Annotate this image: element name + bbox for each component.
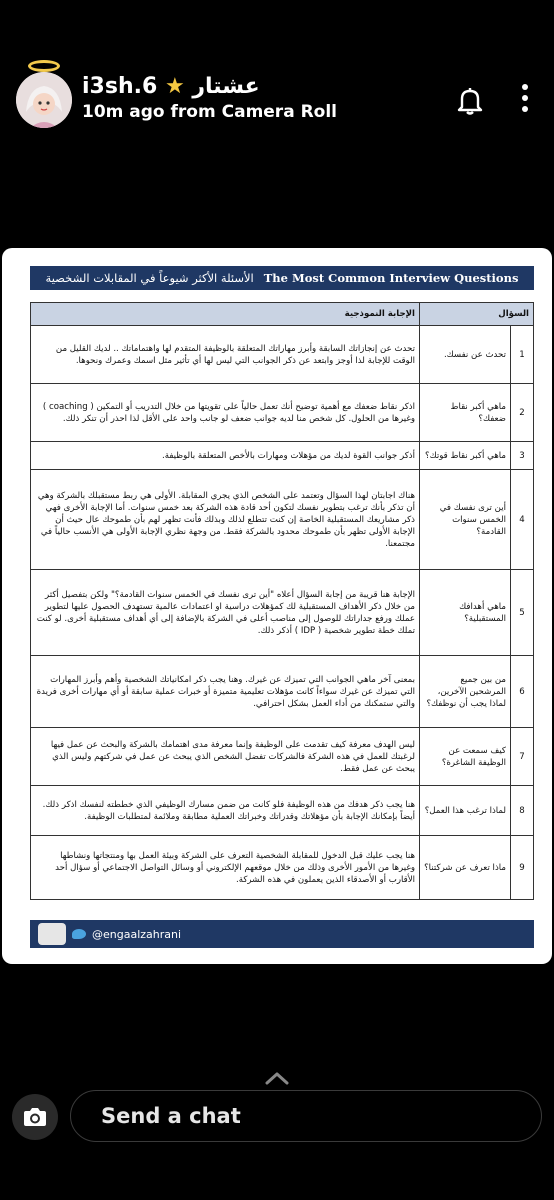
document-title bbox=[30, 266, 534, 290]
answer-cell: ليس الهدف معرفة كيف تقدمت على الوظيفة وإنما معرفة مدى اهتمامك بالشركة والبحث عن عمل فيها لرغبتك للعمل في هذه الشركة فالشركات تفضل الشخص الذي يبحث عن عمل في شركتهم وليس الذي يبحث عن عمل فقط. bbox=[31, 728, 420, 786]
question-cell: أين ترى نفسك في الخمس سنوات القادمة؟ bbox=[420, 470, 511, 570]
row-number: 5 bbox=[511, 570, 534, 656]
story-header bbox=[0, 0, 554, 150]
table-row bbox=[31, 326, 534, 384]
table-row bbox=[31, 570, 534, 656]
table-row bbox=[31, 786, 534, 836]
camera-button[interactable] bbox=[12, 1094, 58, 1140]
row-number: 6 bbox=[511, 656, 534, 728]
more-icon[interactable] bbox=[520, 84, 530, 117]
questions-table bbox=[30, 302, 534, 900]
table-row bbox=[31, 470, 534, 570]
camera-icon bbox=[22, 1106, 48, 1128]
halo-icon bbox=[28, 60, 60, 72]
send-chat-input[interactable]: Send a chat bbox=[70, 1090, 542, 1142]
question-cell: تحدث عن نفسك. bbox=[420, 326, 511, 384]
footer-handle: @engaalzahrani bbox=[92, 927, 182, 941]
snap-image bbox=[2, 248, 552, 964]
username: i3sh.6 bbox=[82, 74, 158, 99]
question-cell: ماهي أكبر نقاط قوتك؟ bbox=[420, 442, 511, 470]
answer-cell: بمعنى آخر ماهي الجوانب التي تميزك عن غيرك. وهنا يجب ذكر امكانياتك الشخصية وأهم وأبرز المهارات التي تميزك عن غيرك سواءاً كانت مؤهلات تعليمية متميزة أو خبرات عملية سابقة أو أي مهارات أخرى فريدة والتي ستمكنك من أداء العمل بشكل احترافي. bbox=[31, 656, 420, 728]
row-number: 1 bbox=[511, 326, 534, 384]
question-cell: كيف سمعت عن الوظيفة الشاغرة؟ bbox=[420, 728, 511, 786]
answer-cell: أذكر جوانب القوة لديك من مؤهلات ومهارات بالأخص المتعلقة بالوظيفة. bbox=[31, 442, 420, 470]
answer-header: الإجابة النموذجية bbox=[31, 303, 420, 326]
table-row bbox=[31, 836, 534, 900]
avatar[interactable] bbox=[16, 72, 72, 128]
row-number: 2 bbox=[511, 384, 534, 442]
answer-cell: هناك اجابتان لهذا السؤال وتعتمد على الشخص الذي يجري المقابلة. الأولى هي ربط مستقبلك بالشركة وهي أن تذكر بأنك ترغب بتطوير نفسك لتكون أحد قادة هذه الشركة بعد خمس سنوات. أما الإجابة الأخرى فهي ذكر مشاريعك المستقبلية الخاصة إن كنت تتطلع لذلك وبذلك فأنت تظهر لهم بأن طموحك عال حيث أن الإجابة الأولى تظهر بأن طموحك محدود بالشركة فقط. من وجهة نظري الإجابة الأولى هي الأنسب حالياً في مجتمعنا. bbox=[31, 470, 420, 570]
answer-cell: اذكر نقاط ضعفك مع أهمية توضيح أنك تعمل حالياً على تقويتها من خلال التدريب أو التمكين ( coaching ) وغيرها من الحلول. كل شخص منا لديه جوانب ضعف لو جانب واحد على الأقل لذا احذر أن تنكر ذلك. bbox=[31, 384, 420, 442]
question-cell: ماذا تعرف عن شركتنا؟ bbox=[420, 836, 511, 900]
row-number: 7 bbox=[511, 728, 534, 786]
title-ar: الأسئلة الأكثر شيوعاً في المقابلات الشخصية bbox=[45, 271, 254, 285]
row-number: 4 bbox=[511, 470, 534, 570]
question-header: السؤال bbox=[420, 303, 534, 326]
row-number: 3 bbox=[511, 442, 534, 470]
bell-icon[interactable] bbox=[456, 86, 484, 120]
twitter-icon bbox=[72, 929, 86, 939]
answer-cell: تحدث عن إنجازاتك السابقة وأبرز مهاراتك المتعلقة بالوظيفة المتقدم لها واهتماماتك .. لديك القليل من الوقت للإجابة لذا أوجز وابتعد عن ذكر الجوانب التي ليس لها أي تأثير مثل اسمك وعمرك ونحوها. bbox=[31, 326, 420, 384]
story-user[interactable] bbox=[82, 74, 260, 99]
bottom-bar bbox=[0, 1084, 554, 1154]
table-row bbox=[31, 728, 534, 786]
answer-cell: هنا يجب عليك قبل الدخول للمقابلة الشخصية التعرف على الشركة وبيئة العمل بها ومنتجاتها ونشاطها وغيرها من الأمور الأخرى وذلك من خلال موقعهم الإلكتروني أو وسائل التواصل الاجتماعي أو سؤال أحد الأقارب أو الأصدقاء الذين يعملون في هذه الشركة. bbox=[31, 836, 420, 900]
table-row bbox=[31, 656, 534, 728]
answer-cell: هنا يجب ذكر هدفك من هذه الوظيفة فلو كانت من ضمن مسارك الوظيفي الذي خططته لنفسك اذكر ذلك. أيضاً بإمكانك الإجابة بأن مؤهلاتك وقدراتك وخبراتك العملية مطابقة وملائمة لمتطلبات الوظيفة. bbox=[31, 786, 420, 836]
question-cell: ماهي أهدافك المستقبلية؟ bbox=[420, 570, 511, 656]
display-name: عشتار bbox=[192, 74, 260, 99]
question-cell: ماهي أكبر نقاط ضعفك؟ bbox=[420, 384, 511, 442]
table-row bbox=[31, 384, 534, 442]
question-cell: من بين جميع المرشحين الآخرين، لماذا يجب أن نوظفك؟ bbox=[420, 656, 511, 728]
table-row bbox=[31, 442, 534, 470]
title-en: The Most Common Interview Questions bbox=[263, 271, 519, 285]
logo-icon bbox=[38, 923, 66, 945]
row-number: 8 bbox=[511, 786, 534, 836]
star-icon: ★ bbox=[164, 74, 185, 99]
question-cell: لماذا ترغب هذا العمل؟ bbox=[420, 786, 511, 836]
answer-cell: الإجابة هنا قريبة من إجابة السؤال أعلاه "أين ترى نفسك في الخمس سنوات القادمة؟" ولكن بتفصيل أكثر من خلال ذكر الأهداف المستقبلية لك كمؤهلات دراسية او اعتمادات عالمية تستهدف الحصول عليها لتطوير عملك ورفع جداراتك للوصول إلى مناصب أعلى في الشركة بالإضافة إلى أي أهداف مستقبلية أخرى. لو كنت تملك خطة تطوير شخصية ( IDP ) أذكر ذلك. bbox=[31, 570, 420, 656]
row-number: 9 bbox=[511, 836, 534, 900]
document-footer bbox=[30, 920, 534, 948]
story-time-source: 10m ago from Camera Roll bbox=[82, 102, 338, 122]
